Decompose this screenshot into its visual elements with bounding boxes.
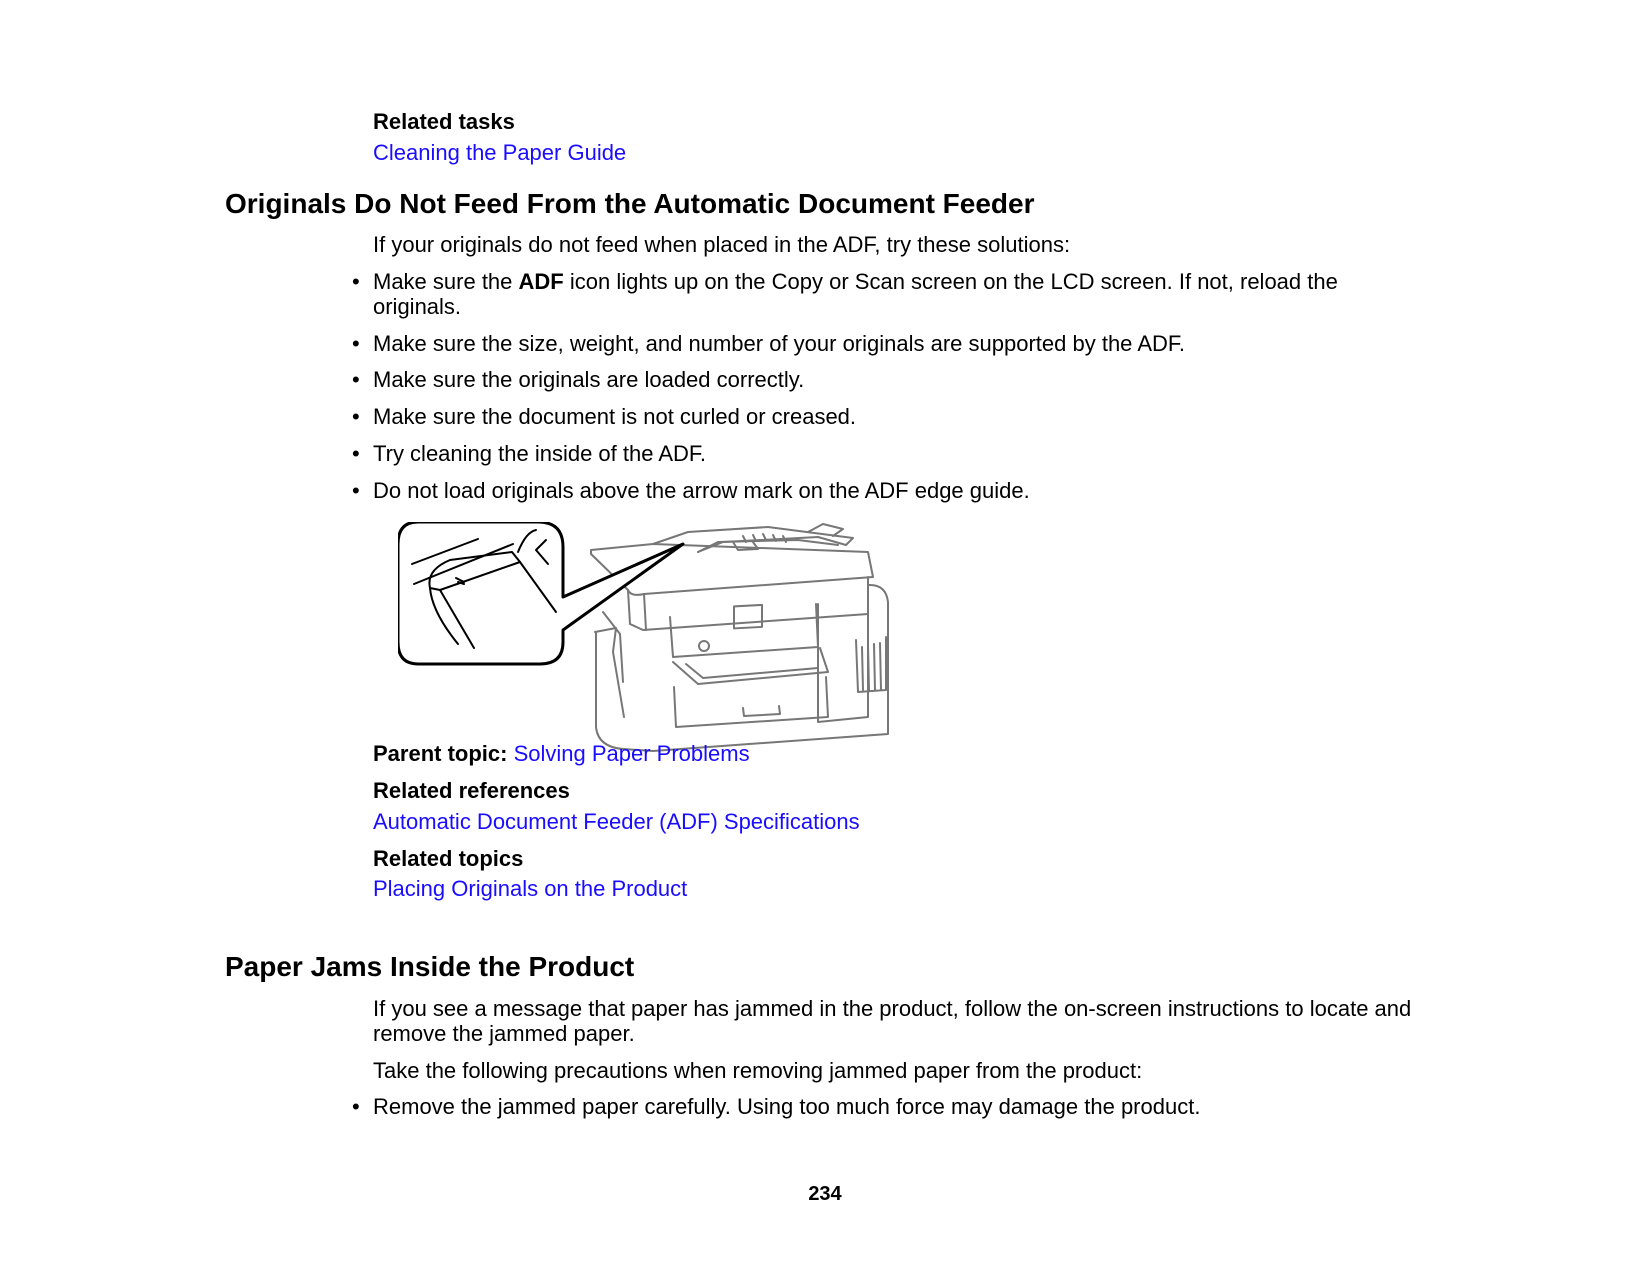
placing-originals-link[interactable]: Placing Originals on the Product: [373, 876, 688, 901]
solving-paper-problems-link[interactable]: Solving Paper Problems: [513, 741, 750, 766]
printer-body-drawing: [591, 524, 888, 751]
bullet-item: • Make sure the originals are loaded correctly.: [352, 367, 805, 392]
page-number: 234: [808, 1183, 842, 1205]
related-topics-label: Related topics: [373, 846, 524, 871]
bullet-item-adf-icon: • Make sure the ADF icon lights up on the Copy or Scan screen on the LCD screen. If not, reload the originals.: [352, 269, 1338, 319]
section-heading-adf: Originals Do Not Feed From the Automatic Document Feeder: [225, 188, 1035, 219]
printer-adf-illustration: [398, 522, 908, 754]
cleaning-paper-guide-link[interactable]: Cleaning the Paper Guide: [373, 140, 627, 165]
bullet-dot: •: [352, 269, 360, 294]
parent-topic-line: [373, 741, 750, 767]
bullet-item: • Remove the jammed paper carefully. Using too much force may damage the product.: [352, 1094, 1201, 1119]
section-intro: If your originals do not feed when placed in the ADF, try these solutions:: [373, 232, 1071, 257]
bullet-dot: •: [352, 367, 360, 392]
precautions-intro: Take the following precautions when removing jammed paper from the product:: [373, 1058, 1143, 1083]
adf-edge-guide-illustration: [398, 522, 908, 754]
parent-topic-label: Parent topic:: [373, 741, 508, 766]
adf-specifications-link[interactable]: Automatic Document Feeder (ADF) Specifications: [373, 809, 860, 834]
bullet-item: • Do not load originals above the arrow mark on the ADF edge guide.: [352, 478, 1030, 503]
bullet-dot: •: [352, 441, 360, 466]
adf-bold-term: ADF: [518, 269, 564, 294]
bullet-dot: •: [352, 478, 360, 503]
bullet-item: • Make sure the document is not curled or creased.: [352, 404, 857, 429]
bullet-item: • Make sure the size, weight, and number of your originals are supported by the ADF.: [352, 331, 1185, 356]
related-tasks-label: Related tasks: [373, 109, 515, 134]
bullet-item: • Try cleaning the inside of the ADF.: [352, 441, 707, 466]
paper-jam-intro: If you see a message that paper has jammed in the product, follow the on-screen instructions to locate and remove the jammed paper.: [373, 996, 1412, 1046]
bullet-dot: •: [352, 404, 360, 429]
section-heading-paper-jams: Paper Jams Inside the Product: [225, 951, 635, 982]
bullet-dot: •: [352, 331, 360, 356]
related-references-label: Related references: [373, 778, 570, 803]
bullet-dot: •: [352, 1094, 360, 1119]
